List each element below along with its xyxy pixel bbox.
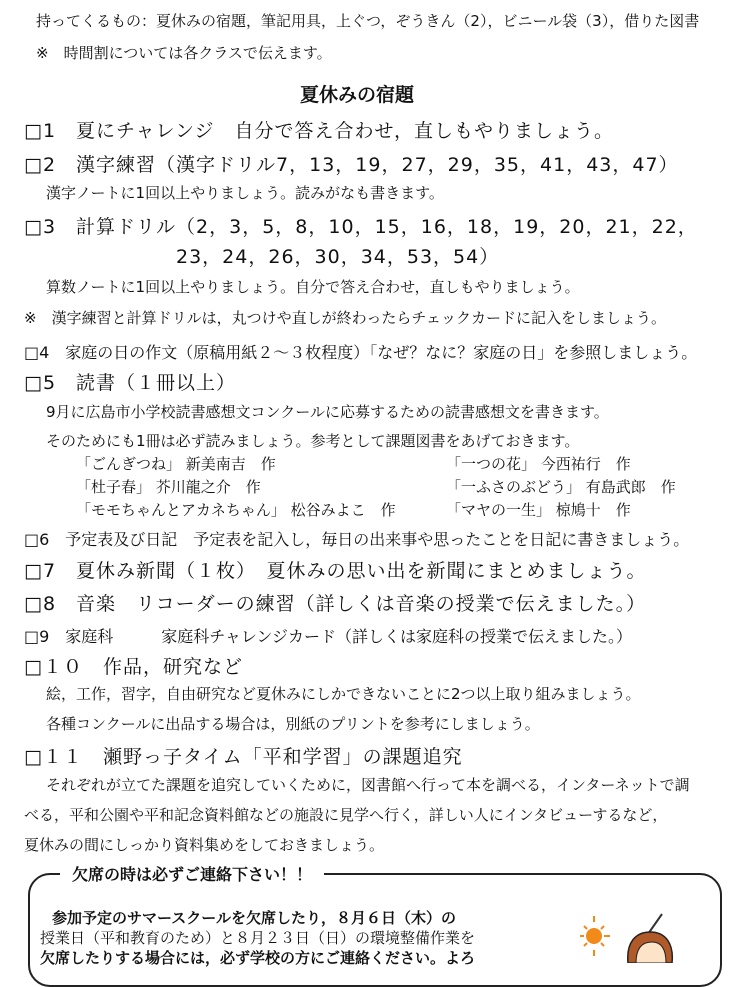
item-3-detail: 算数ノートに1回以上やりましょう。自分で答え合わせ，直しもやりましょう。 [46,278,580,296]
book-2: 「一つの花」 今西祐行 作 [446,455,631,473]
schedule-note: ※ 時間割については各クラスで伝えます。 [36,44,332,62]
item-3-cont: 23，24，26，30，34，53，54） [176,246,500,268]
item-2-detail: 漢字ノートに1回以上やりましょう。読みがなも書きます。 [46,184,444,202]
item-11: □１１ 瀬野っ子タイム「平和学習」の課題追究 [24,746,463,768]
item-1: □1 夏にチャレンジ 自分で答え合わせ，直しもやりましょう。 [24,120,614,142]
absence-notice-line-3: 欠席したりする場合には，必ず学校の方にご連絡ください。よろ [40,949,476,967]
absence-notice-line-2: 授業日（平和教育のため）と８月２３日（日）の環境整備作業を [40,929,476,947]
item-3: □3 計算ドリル（2，3，5，8，10，15，16，18，19，20，21，22， [24,216,698,238]
bring-items: 持ってくるもの：夏休みの宿題，筆記用具，上ぐつ，ぞうきん（2），ビニール袋（3），借りた図書 [36,12,700,30]
item-11-detail-1: それぞれが立てた課題を追究していくために，図書館へ行って本を調べる，インターネットで調 [46,776,690,794]
item-9: □9 家庭科 家庭科チャレンジカード（詳しくは家庭科の授業で伝えました。） [24,627,633,646]
item-10-detail-2: 各種コンクールに出品する場合は，別紙のプリントを参考にしましょう。 [46,715,540,733]
book-6: 「マヤの一生」 椋鳩十 作 [446,501,631,519]
book-4: 「一ふさのぶどう」 有島武郎 作 [446,478,676,496]
absence-notice-line-1: 参加予定のサマースクールを欠席したり，８月６日（木）の [52,909,456,927]
drill-note: ※ 漢字練習と計算ドリルは，丸つけや直しが終わったらチェックカードに記入をしましょう。 [24,309,666,327]
item-6: □6 予定表及び日記 予定表を記入し，毎日の出来事や思ったことを日記に書きましょう。 [24,530,690,549]
sun-icon [580,916,610,956]
item-5-detail-2: そのためにも1冊は必ず読みましょう。参考として課題図書をあげておきます。 [46,432,580,450]
item-10-detail-1: 絵，工作，習字，自由研究など夏休みにしかできないことに2つ以上取り組みましょう。 [46,685,641,703]
item-5-detail-1: 9月に広島市小学校読書感想文コンクールに応募するための読書感想文を書きます。 [46,403,609,421]
item-8: □8 音楽 リコーダーの練習（詳しくは音楽の授業で伝えました。） [24,593,647,615]
item-10: □１０ 作品，研究など [24,656,243,678]
absence-notice-heading: 欠席の時は必ずご連絡下さい！！ [60,862,324,885]
girl-icon [628,914,673,963]
item-5: □5 読書（１冊以上） [24,372,237,394]
item-7: □7 夏休み新聞（１枚） 夏休みの思い出を新聞にまとめましょう。 [24,560,647,582]
book-3: 「杜子春」 芥川龍之介 作 [76,478,261,496]
item-11-detail-3: 夏休みの間にしっかり資料集めをしておきましょう。 [24,836,385,854]
item-4: □4 家庭の日の作文（原稿用紙２～３枚程度）「なぜ？なに？家庭の日」を参照しましょう。 [24,343,698,362]
girl-with-sun-illustration [580,912,690,963]
page-title: 夏休みの宿題 [300,84,415,106]
item-2: □2 漢字練習（漢字ドリル7，13，19，27，29，35，41，43，47） [24,154,679,176]
item-11-detail-2: べる，平和公園や平和記念資料館などの施設に見学へ行く，詳しい人にインタビューするなど， [24,806,668,824]
book-5: 「モモちゃんとアカネちゃん」 松谷みよこ 作 [76,501,396,519]
book-1: 「ごんぎつね」 新美南吉 作 [76,455,276,473]
